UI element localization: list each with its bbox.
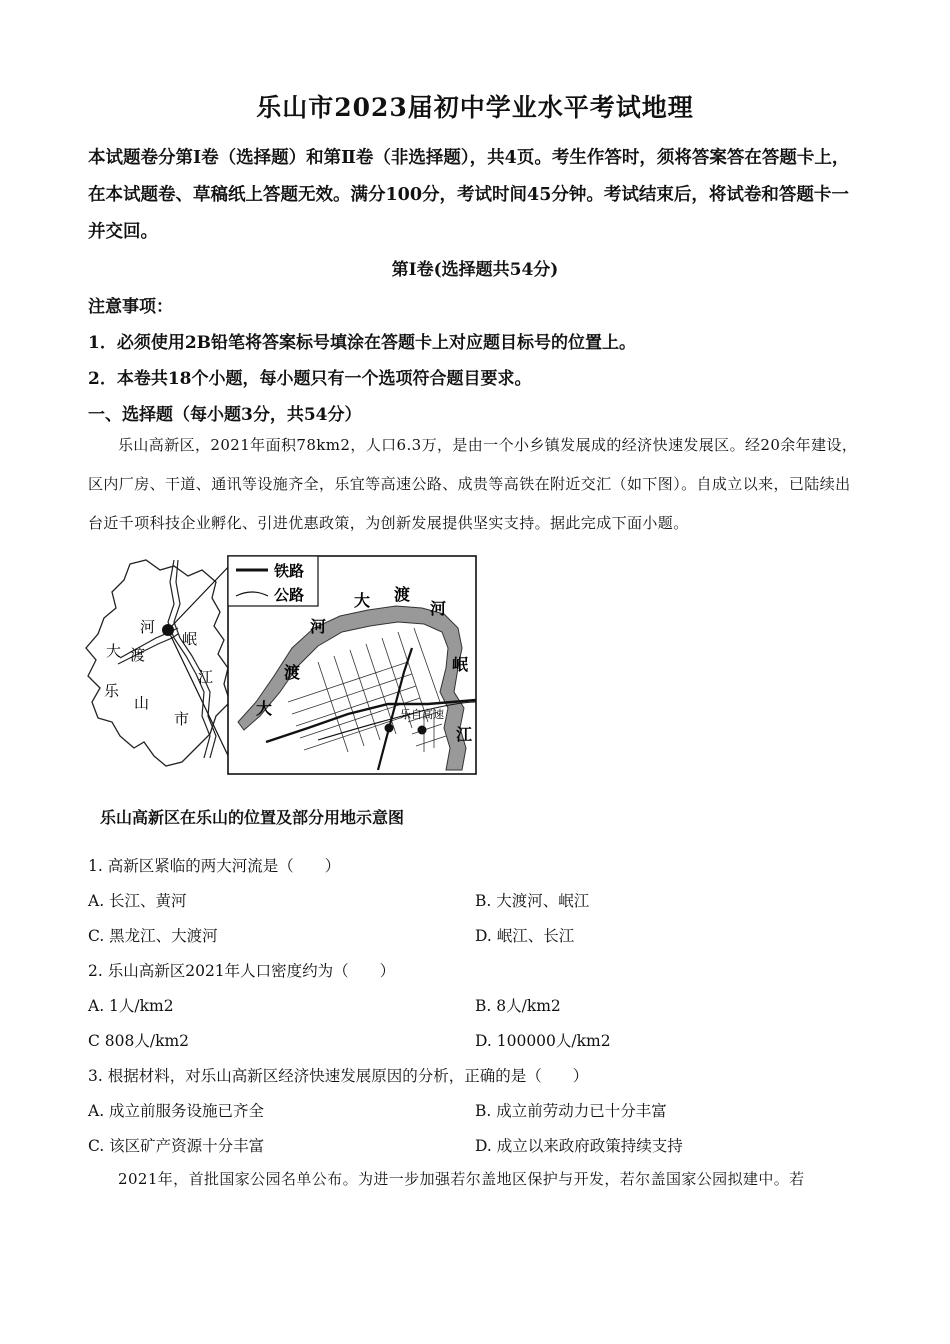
left-label-jiang: 江	[198, 668, 214, 686]
q2-option-a[interactable]: A. 1人/km2	[88, 997, 174, 1015]
river-label-da-top: 大	[354, 591, 371, 610]
q1-option-d[interactable]: D. 岷江、长江	[475, 927, 575, 945]
q2-option-d[interactable]: D. 100000人/km2	[475, 1032, 611, 1050]
reading-passage-2: 2021年，首批国家公园名单公布。为进一步加强若尔盖地区保护与开发，若尔盖国家公园拟建中。若	[118, 1170, 805, 1188]
exam-title: 乐山市2023届初中学业水平考试地理	[256, 93, 694, 122]
river-label-jiang: 江	[456, 725, 473, 744]
q2-option-b[interactable]: B. 8人/km2	[475, 997, 561, 1015]
q2-option-c[interactable]: C 808人/km2	[88, 1032, 190, 1050]
left-label-shan: 山	[134, 694, 150, 712]
q3-option-b[interactable]: B. 成立前劳动力已十分丰富	[475, 1102, 667, 1120]
section-title: 第Ⅰ卷(选择题共54分)	[391, 260, 559, 280]
q3-option-d[interactable]: D. 成立以来政府政策持续支持	[475, 1137, 683, 1155]
legend-railway-label: 铁路	[274, 562, 305, 580]
left-label-le: 乐	[104, 682, 120, 700]
river-label-he-left: 河	[310, 617, 327, 636]
river-label-he-top: 河	[430, 599, 447, 618]
q1-option-c[interactable]: C. 黑龙江、大渡河	[88, 927, 218, 945]
map-figure	[78, 552, 480, 778]
part-title: 一、选择题（每小题3分，共54分）	[88, 405, 362, 425]
highway-label: 乐自高速	[400, 708, 444, 721]
q3-option-c[interactable]: C. 该区矿产资源十分丰富	[88, 1137, 265, 1155]
left-label-he: 河	[140, 618, 156, 636]
left-label-du: 渡	[130, 646, 146, 664]
notice-title: 注意事项：	[88, 297, 173, 317]
notice-item-1: 1．必须使用2B铅笔将答案标号填涂在答题卡上对应题目标号的位置上。	[88, 333, 637, 353]
river-label-min: 岷	[452, 655, 469, 674]
left-label-da: 大	[106, 642, 122, 660]
question-2-stem: 2. 乐山高新区2021年人口密度约为（ ）	[88, 962, 396, 980]
district-detail-map	[228, 556, 476, 774]
river-label-du-top: 渡	[394, 585, 411, 604]
leshan-outline-map	[86, 560, 233, 766]
map-caption: 乐山高新区在乐山的位置及部分用地示意图	[100, 808, 405, 827]
legend-road-label: 公路	[274, 586, 305, 604]
river-label-du-left: 渡	[284, 663, 301, 682]
q1-option-b[interactable]: B. 大渡河、岷江	[475, 892, 590, 910]
question-3-stem: 3. 根据材料，对乐山高新区经济快速发展原因的分析，正确的是（ ）	[88, 1067, 589, 1085]
notice-item-2: 2．本卷共18个小题，每小题只有一个选项符合题目要求。	[88, 369, 532, 389]
reading-passage: 乐山高新区，2021年面积78km2，人口6.3万，是由一个小乡镇发展成的经济快速发展区。经20余年建设，区内厂房、干道、通讯等设施齐全，乐宜等高速公路、成贵等高铁在附近交汇（如下图）。自成立以来，已陆续出台近千项科技企业孵化、引进优惠政策，为创新发展提供坚实支持。据此完成下面小题。	[88, 436, 858, 532]
q1-option-a[interactable]: A. 长江、黄河	[88, 892, 187, 910]
q3-option-a[interactable]: A. 成立前服务设施已齐全	[88, 1102, 265, 1120]
left-label-shi: 市	[174, 710, 190, 728]
river-label-da-left: 大	[256, 699, 273, 718]
exam-instructions: 本试题卷分第Ⅰ卷（选择题）和第Ⅱ卷（非选择题），共4页。考生作答时，须将答案答在答题卡上，在本试题卷、草稿纸上答题无效。满分100分，考试时间45分钟。考试结束后，将试卷和答题卡一并交回。	[88, 148, 850, 242]
question-1-stem: 1. 高新区紧临的两大河流是（ ）	[88, 857, 341, 875]
left-label-min: 岷	[182, 630, 198, 648]
